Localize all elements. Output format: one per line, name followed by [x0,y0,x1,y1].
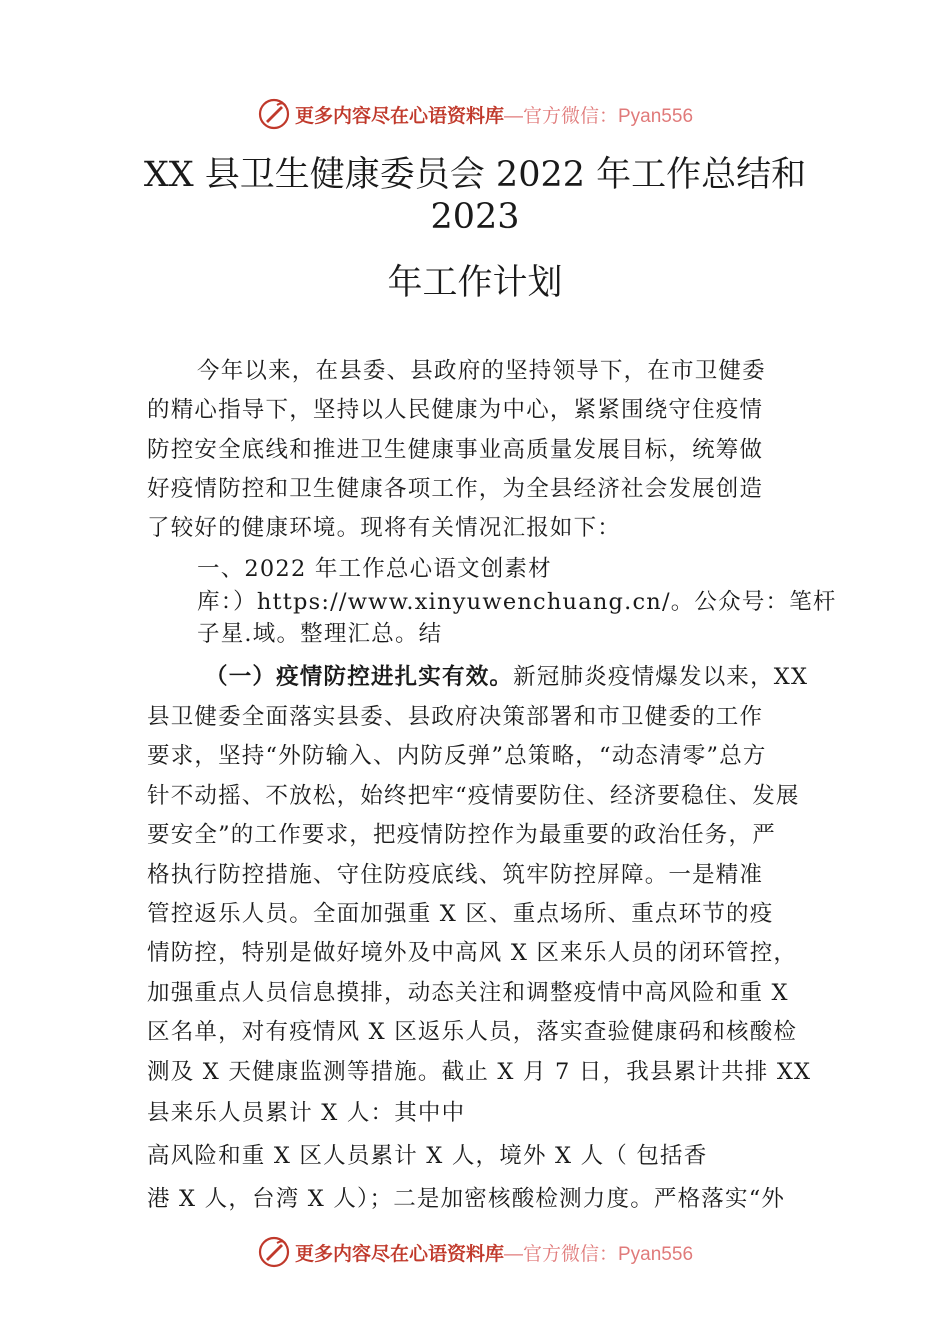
document-title-line-3: 年工作计划 [387,263,563,303]
brand-logo-icon [257,1235,291,1269]
paragraph-line: 区名单，对有疫情风 X 区返乐人员，落实查验健康码和核酸检 [147,1019,798,1045]
paragraph-line: 港 X 人，台湾 X 人）；二是加密核酸检测力度。严格落实“外 [147,1186,786,1212]
banner-main-text: 更多内容尽在心语资料库 [294,1242,504,1265]
paragraph-line: 好疫情防控和卫生健康各项工作，为全县经济社会发展创造 [147,476,764,502]
document-title-line-2: 2023 [430,197,520,237]
banner-wechat-text: —官方微信：Pyan556 [504,1243,694,1265]
paragraph-line: 县卫健委全面落实县委、县政府决策部署和市卫健委的工作 [147,704,764,730]
document-title-line-1: XX 县卫生健康委员会 2022 年工作总结和 [143,155,807,195]
brand-logo-icon [257,97,291,131]
sub-section-heading: （一）疫情防控进扎实有效。 [205,664,514,690]
paragraph-line: 今年以来，在县委、县政府的坚持领导下，在市卫健委 [197,358,766,384]
paragraph-line: 高风险和重 X 区人员累计 X 人，境外 X 人（ 包括香 [147,1143,708,1169]
banner-wechat-text: —官方微信：Pyan556 [504,105,694,127]
paragraph-line: 情防控，特别是做好境外及中高风 X 区来乐人员的闭环管控， [147,940,798,966]
paragraph-line: 针不动摇、不放松，始终把牢“疫情要防住、经济要稳住、发展 [147,783,800,809]
paragraph-line: 要安全”的工作要求，把疫情防控作为最重要的政治任务，严 [147,822,776,848]
paragraph-line: 防控安全底线和推进卫生健康事业高质量发展目标，统筹做 [147,437,764,463]
paragraph-line: 了较好的健康环境。现将有关情况汇报如下： [147,515,622,541]
paragraph-line: 格执行防控措施、守住防疫底线、筑牢防控屏障。一是精准 [147,862,764,888]
paragraph-line: 要求，坚持“外防输入、内防反弹”总策略，“动态清零”总方 [147,743,767,769]
paragraph-text: 新冠肺炎疫情爆发以来，XX [513,664,809,690]
footer-banner [0,1232,950,1272]
paragraph-line: 县来乐人员累计 X 人：其中中 [147,1100,466,1126]
paragraph-line: 的精心指导下，坚持以人民健康为中心，紧紧围绕守住疫情 [147,397,764,423]
paragraph-line [205,662,808,692]
paragraph-line: 测及 X 天健康监测等措施。截止 X 月 7 日，我县累计共排 XX [147,1059,812,1085]
section-heading-line: 一、2022 年工作总心语文创素材 [197,556,552,582]
paragraph-line: 管控返乐人员。全面加强重 X 区、重点场所、重点环节的疫 [147,901,774,927]
header-banner [0,94,950,134]
section-heading-line: 库：）https://www.xinyuwenchuang.cn/。公众号：笔杆 [197,589,837,615]
paragraph-line: 加强重点人员信息摸排，动态关注和调整疫情中高风险和重 X [147,980,789,1006]
section-heading-line: 子星.域。整理汇总。结 [197,621,443,647]
banner-main-text: 更多内容尽在心语资料库 [294,104,504,127]
